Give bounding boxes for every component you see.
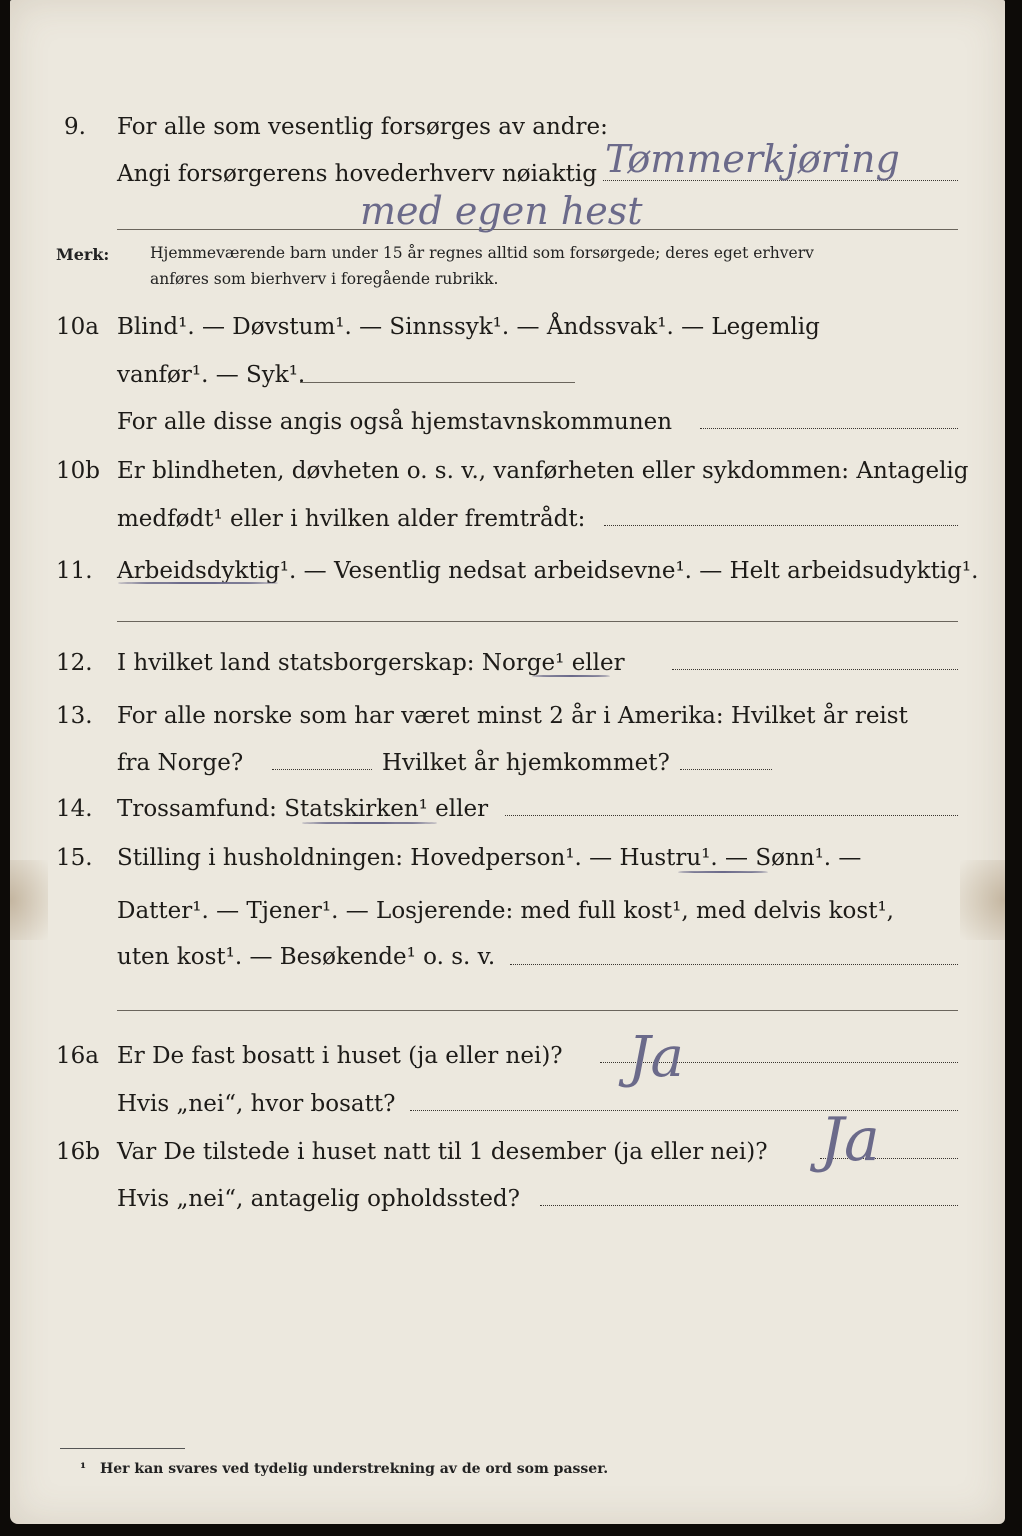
q14-line1: Trossamfund: Statskirken¹ eller: [117, 796, 489, 822]
q12-handwritten-underline: [532, 675, 610, 677]
q16b-line1: Var De tilstede i huset natt til 1 desember (ja eller nei)?: [117, 1139, 768, 1165]
q11-number: 11.: [56, 558, 93, 584]
q10a-line1: Blind¹. — Døvstum¹. — Sinnssyk¹. — Åndssvak¹. — Legemlig: [117, 314, 820, 340]
q16b-number: 16b: [56, 1139, 100, 1165]
q10b-answer-line: [604, 525, 958, 526]
q13-line2b: Hvilket år hjemkommet?: [382, 750, 670, 776]
q12-answer-line: [672, 669, 958, 670]
q10a-line2: vanfør¹. — Syk¹.: [117, 362, 306, 388]
paper-stain: [960, 860, 1005, 940]
paper-stain: [10, 860, 48, 940]
q16a-line1: Er De fast bosatt i huset (ja eller nei)?: [117, 1043, 563, 1069]
q16a-handwritten-answer: Ja: [628, 1025, 684, 1090]
q9-line2: Angi forsørgerens hovederhverv nøiaktig: [117, 161, 597, 187]
q16a-number: 16a: [56, 1043, 99, 1069]
merk-line2: anføres som bierhverv i foregående rubrikk.: [150, 270, 499, 288]
q12-number: 12.: [56, 650, 93, 676]
q15-answer-line: [510, 964, 958, 965]
q9-handwritten-answer-2: med egen hest: [360, 189, 643, 233]
q11-handwritten-underline: [118, 582, 278, 584]
footnote-marker: ¹: [80, 1461, 87, 1477]
q15-line3: uten kost¹. — Besøkende¹ o. s. v.: [117, 944, 496, 970]
q15-line1: Stilling i husholdningen: Hovedperson¹. — Hustru¹. — Sønn¹. —: [117, 845, 862, 871]
q14-answer-line: [505, 815, 958, 816]
q16b-handwritten-answer: Ja: [820, 1105, 880, 1175]
q9-handwritten-answer-1: Tømmerkjøring: [605, 137, 900, 181]
q14-number: 14.: [56, 796, 93, 822]
q13-reist-line: [272, 769, 372, 770]
q10a-line3: For alle disse angis også hjemstavnskommunen: [117, 409, 673, 435]
q15-handwritten-underline: [678, 871, 768, 873]
footnote-rule: [60, 1448, 185, 1449]
q13-line2a: fra Norge?: [117, 750, 244, 776]
q16b-opholdssted-line: [540, 1205, 958, 1206]
q15-number: 15.: [56, 845, 93, 871]
q10b-line1: Er blindheten, døvheten o. s. v., vanførheten eller sykdommen: Antagelig: [117, 458, 969, 484]
q10a-number: 10a: [56, 314, 99, 340]
q15-line2: Datter¹. — Tjener¹. — Losjerende: med full kost¹, med delvis kost¹,: [117, 898, 894, 924]
q13-number: 13.: [56, 703, 93, 729]
q12-line1: I hvilket land statsborgerskap: Norge¹ eller: [117, 650, 625, 676]
q10b-line2: medfødt¹ eller i hvilken alder fremtrådt:: [117, 506, 586, 532]
q10b-number: 10b: [56, 458, 100, 484]
q10a-hjemstavn-line: [700, 428, 958, 429]
q9-number: 9.: [64, 114, 86, 140]
q13-hjemkommet-line: [680, 769, 772, 770]
q16b-line2: Hvis „nei“, antagelig opholdssted?: [117, 1186, 520, 1212]
q11-answer-line: [117, 621, 958, 622]
merk-line1: Hjemmeværende barn under 15 år regnes alltid som forsørgede; deres eget erhverv: [150, 244, 814, 262]
q16a-line2: Hvis „nei“, hvor bosatt?: [117, 1091, 396, 1117]
q11-line1: Arbeidsdyktig¹. — Vesentlig nedsat arbeidsevne¹. — Helt arbeidsudyktig¹.: [117, 558, 979, 584]
q9-line1: For alle som vesentlig forsørges av andre:: [117, 114, 608, 140]
q15-extra-line: [117, 1010, 958, 1011]
q13-line1: For alle norske som har været minst 2 år i Amerika: Hvilket år reist: [117, 703, 908, 729]
footnote-text: Her kan svares ved tydelig understrekning av de ord som passer.: [100, 1461, 609, 1477]
q10a-answer-line: [300, 382, 575, 383]
merk-label: Merk:: [56, 245, 110, 264]
q14-handwritten-underline: [302, 822, 437, 824]
